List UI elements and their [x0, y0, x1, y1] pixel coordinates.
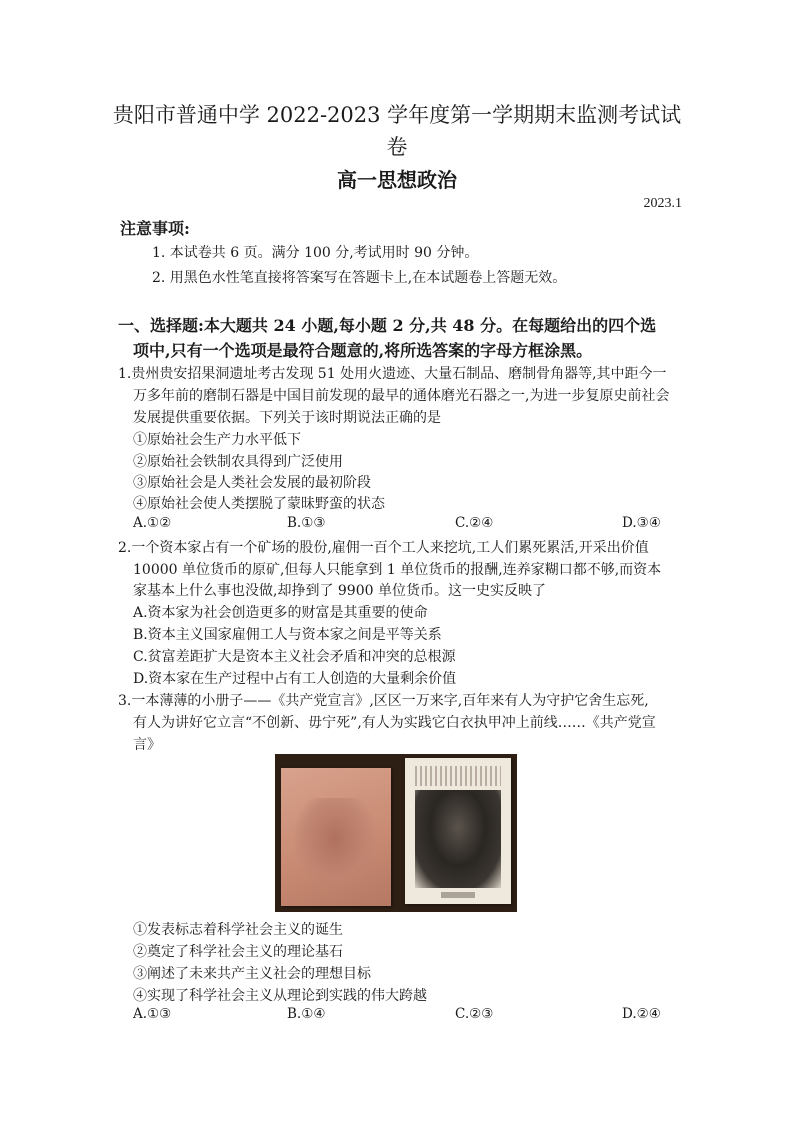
- section-heading-line2: 项中,只有一个选项是最符合题意的,将所选答案的字母方框涂黑。: [133, 341, 593, 360]
- statement: ①发表标志着科学社会主义的诞生: [133, 922, 343, 938]
- option-a: A.①③: [133, 1006, 172, 1022]
- statement: ①原始社会生产力水平低下: [133, 432, 301, 448]
- choice-c: C.贫富差距扩大是资本主义社会矛盾和冲突的总根源: [133, 649, 456, 665]
- choice-d: D.资本家在生产过程中占有工人创造的大量剩余价值: [133, 671, 457, 687]
- subject-title: 高一思想政治: [337, 168, 457, 192]
- option-c: C.②④: [455, 515, 494, 531]
- exam-title-line2: 卷: [386, 135, 408, 159]
- question-text: 发展提供重要依据。下列关于该时期说法正确的是: [133, 410, 441, 426]
- option-d: D.②④: [622, 1006, 661, 1022]
- exam-title-line1: 贵阳市普通中学 2022-2023 学年度第一学期期末监测考试试: [112, 103, 682, 127]
- option-d: D.③④: [622, 515, 661, 531]
- option-b: B.①④: [287, 1006, 326, 1022]
- question-text: 10000 单位货币的原矿,但每人只能拿到 1 单位货币的报酬,连养家糊口都不够,而资本: [133, 562, 662, 578]
- question-text: 万多年前的磨制石器是中国目前发现的最早的通体磨光石器之一,为进一步复原史前社会: [133, 388, 670, 404]
- notice-item: 2. 用黑色水性笔直接将答案写在答题卡上,在本试题卷上答题无效。: [152, 270, 567, 286]
- notice-heading: 注意事项:: [120, 219, 190, 238]
- statement: ②原始社会铁制农具得到广泛使用: [133, 454, 343, 470]
- choice-a: A.资本家为社会创造更多的财富是其重要的使命: [133, 605, 428, 621]
- statement: ④实现了科学社会主义从理论到实践的伟大跨越: [133, 988, 427, 1004]
- question-text: 3.一本薄薄的小册子——《共产党宣言》,区区一万来字,百年来有人为守护它舍生忘死,: [118, 693, 649, 709]
- question-text: 2.一个资本家占有一个矿场的股份,雇佣一百个工人来挖坑,工人们累死累活,开采出价值: [118, 540, 649, 556]
- option-a: A.①②: [133, 515, 172, 531]
- statement: ③阐述了未来共产主义社会的理想目标: [133, 966, 371, 982]
- statement: ③原始社会是人类社会发展的最初阶段: [133, 475, 371, 491]
- manifesto-books-photo: [275, 754, 517, 912]
- question-text: 1.贵州贵安招果洞遗址考古发现 51 处用火遗迹、大量石制品、磨制骨角器等,其中距今一: [118, 366, 667, 382]
- book-cover-right: [405, 758, 511, 904]
- book-cover-left: [281, 768, 391, 906]
- exam-date: 2023.1: [643, 196, 682, 211]
- option-b: B.①③: [287, 515, 326, 531]
- option-c: C.②③: [455, 1006, 494, 1022]
- section-heading-line1: 一、选择题:本大题共 24 小题,每小题 2 分,共 48 分。在每题给出的四个选: [118, 316, 657, 335]
- notice-item: 1. 本试卷共 6 页。满分 100 分,考试用时 90 分钟。: [152, 245, 479, 261]
- choice-b: B.资本主义国家雇佣工人与资本家之间是平等关系: [133, 627, 442, 643]
- statement: ②奠定了科学社会主义的理论基石: [133, 944, 343, 960]
- question-text: 家基本上什么事也没做,却挣到了 9900 单位货币。这一史实反映了: [133, 583, 546, 599]
- question-text: 有人为讲好它立言“不创新、毋宁死”,有人为实践它白衣执甲冲上前线……《共产党宣: [133, 715, 656, 731]
- statement: ④原始社会使人类摆脱了蒙昧野蛮的状态: [133, 496, 385, 512]
- question-text: 言》: [133, 737, 161, 753]
